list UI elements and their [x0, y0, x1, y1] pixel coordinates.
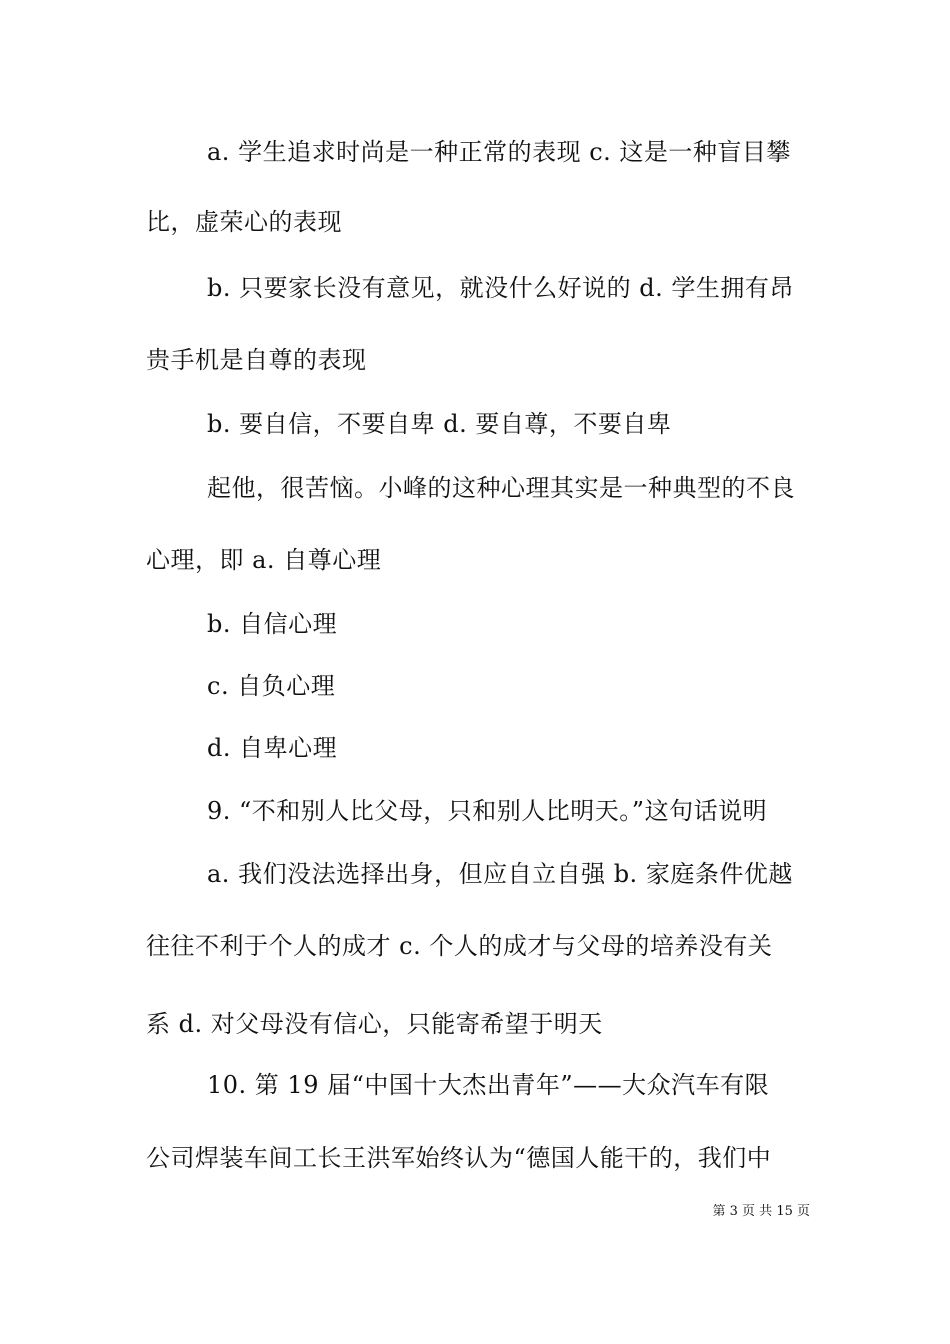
text-line: 系 d. 对父母没有信心，只能寄希望于明天	[146, 1010, 603, 1038]
text-line: 心理，即 a. 自尊心理	[146, 546, 382, 574]
text-line: 起他，很苦恼。小峰的这种心理其实是一种典型的不良	[207, 474, 795, 502]
text-line: 9. “不和别人比父母，只和别人比明天。”这句话说明	[207, 797, 768, 825]
text-line: 比，虚荣心的表现	[146, 208, 342, 236]
page-footer: 第 3 页 共 15 页	[712, 1204, 810, 1219]
text-line: 10. 第 19 届“中国十大杰出青年”——大众汽车有限	[207, 1071, 770, 1099]
text-line: c. 自负心理	[207, 672, 336, 700]
text-line: b. 要自信，不要自卑 d. 要自尊，不要自卑	[207, 410, 672, 438]
text-line: b. 只要家长没有意见，就没什么好说的 d. 学生拥有昂	[207, 274, 794, 302]
text-line: 往往不利于个人的成才 c. 个人的成才与父母的培养没有关	[146, 932, 773, 960]
text-line: 贵手机是自尊的表现	[146, 346, 367, 374]
text-line: d. 自卑心理	[207, 734, 338, 762]
text-line: a. 学生追求时尚是一种正常的表现 c. 这是一种盲目攀	[207, 138, 791, 166]
text-line: 公司焊装车间工长王洪军始终认为“德国人能干的，我们中	[146, 1144, 772, 1172]
text-line: a. 我们没法选择出身，但应自立自强 b. 家庭条件优越	[207, 860, 793, 888]
text-line: b. 自信心理	[207, 610, 338, 638]
